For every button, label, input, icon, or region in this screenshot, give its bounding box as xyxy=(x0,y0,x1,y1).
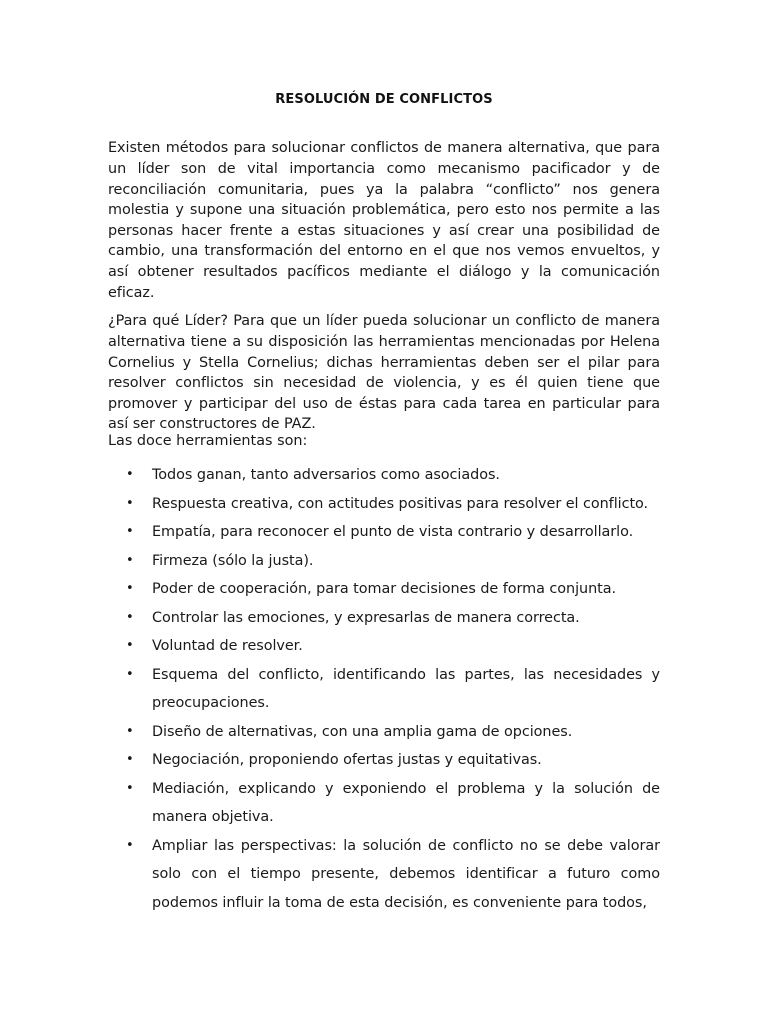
list-item xyxy=(108,832,660,918)
bullet-icon: • xyxy=(126,780,134,796)
document-title: RESOLUCIÓN DE CONFLICTOS xyxy=(275,92,493,107)
list-item-text: Mediación, explicando y exponiendo el problema y la solución de manera objetiva. xyxy=(152,780,660,825)
bullet-icon: • xyxy=(126,638,134,653)
bullet-icon: • xyxy=(126,581,134,596)
list-item xyxy=(108,490,660,519)
list-item-text: Todos ganan, tanto adversarios como asociados. xyxy=(152,467,500,483)
bullet-icon: • xyxy=(126,752,134,767)
list-item xyxy=(108,775,660,832)
list-item-text: Empatía, para reconocer el punto de vista contrario y desarrollarlo. xyxy=(152,524,634,540)
bullet-icon: • xyxy=(126,609,134,625)
list-item-text: Controlar las emociones, y expresarlas de manera correcta. xyxy=(152,609,580,626)
bullet-icon: • xyxy=(126,723,134,739)
bullet-icon: • xyxy=(126,666,134,682)
list-item xyxy=(108,604,660,633)
list-item-text: Ampliar las perspectivas: la solución de conflicto no se debe valorar solo con el tiempo presente, debemos identificar a futuro como podemos influir la toma de esta decisión, es conveniente para todos, xyxy=(152,837,660,911)
list-item xyxy=(108,518,660,547)
list-item xyxy=(108,461,660,490)
tools-list xyxy=(108,461,660,917)
bullet-icon: • xyxy=(126,467,134,482)
list-intro: Las doce herramientas son: xyxy=(108,433,308,449)
list-item-text: Esquema del conflicto, identificando las partes, las necesidades y preocupaciones. xyxy=(152,666,660,711)
list-item xyxy=(108,661,660,718)
list-item xyxy=(108,575,660,604)
list-item-text: Poder de cooperación, para tomar decisiones de forma conjunta. xyxy=(152,581,617,597)
bullet-icon: • xyxy=(126,524,134,539)
intro-paragraph: Existen métodos para solucionar conflictos de manera alternativa, que para un líder son de vital importancia como mecanismo pacificador y de reconciliación comunitaria, pues ya la palabra “conflicto” nos genera molestia y supone una situación problemática, pero esto nos permite a las personas hacer frente a estas situaciones y así crear una posibilidad de cambio, una transformación del entorno en el que nos vemos envueltos, y así obtener resultados pacíficos mediante el diálogo y la comunicación eficaz. xyxy=(108,140,660,301)
bullet-icon: • xyxy=(126,495,134,511)
list-item-text: Diseño de alternativas, con una amplia gama de opciones. xyxy=(152,723,573,740)
list-item-text: Negociación, proponiendo ofertas justas y equitativas. xyxy=(152,752,542,768)
list-item xyxy=(108,632,660,661)
list-item-text: Firmeza (sólo la justa). xyxy=(152,552,314,569)
list-item-text: Voluntad de resolver. xyxy=(152,638,303,654)
list-item xyxy=(108,718,660,747)
leader-paragraph: ¿Para qué Líder? Para que un líder pueda solucionar un conflicto de manera alternativa tiene a su disposición las herramientas mencionadas por Helena Cornelius y Stella Cornelius; dichas herramientas deben ser el pilar para resolver conflictos sin necesidad de violencia, y es él quien tiene que promover y participar del uso de éstas para cada tarea en particular para así ser constructores de PAZ. xyxy=(108,313,660,433)
bullet-icon: • xyxy=(126,837,134,853)
list-item xyxy=(108,746,660,775)
list-item xyxy=(108,547,660,576)
list-item-text: Respuesta creativa, con actitudes positivas para resolver el conflicto. xyxy=(152,495,649,512)
bullet-icon: • xyxy=(126,552,134,568)
